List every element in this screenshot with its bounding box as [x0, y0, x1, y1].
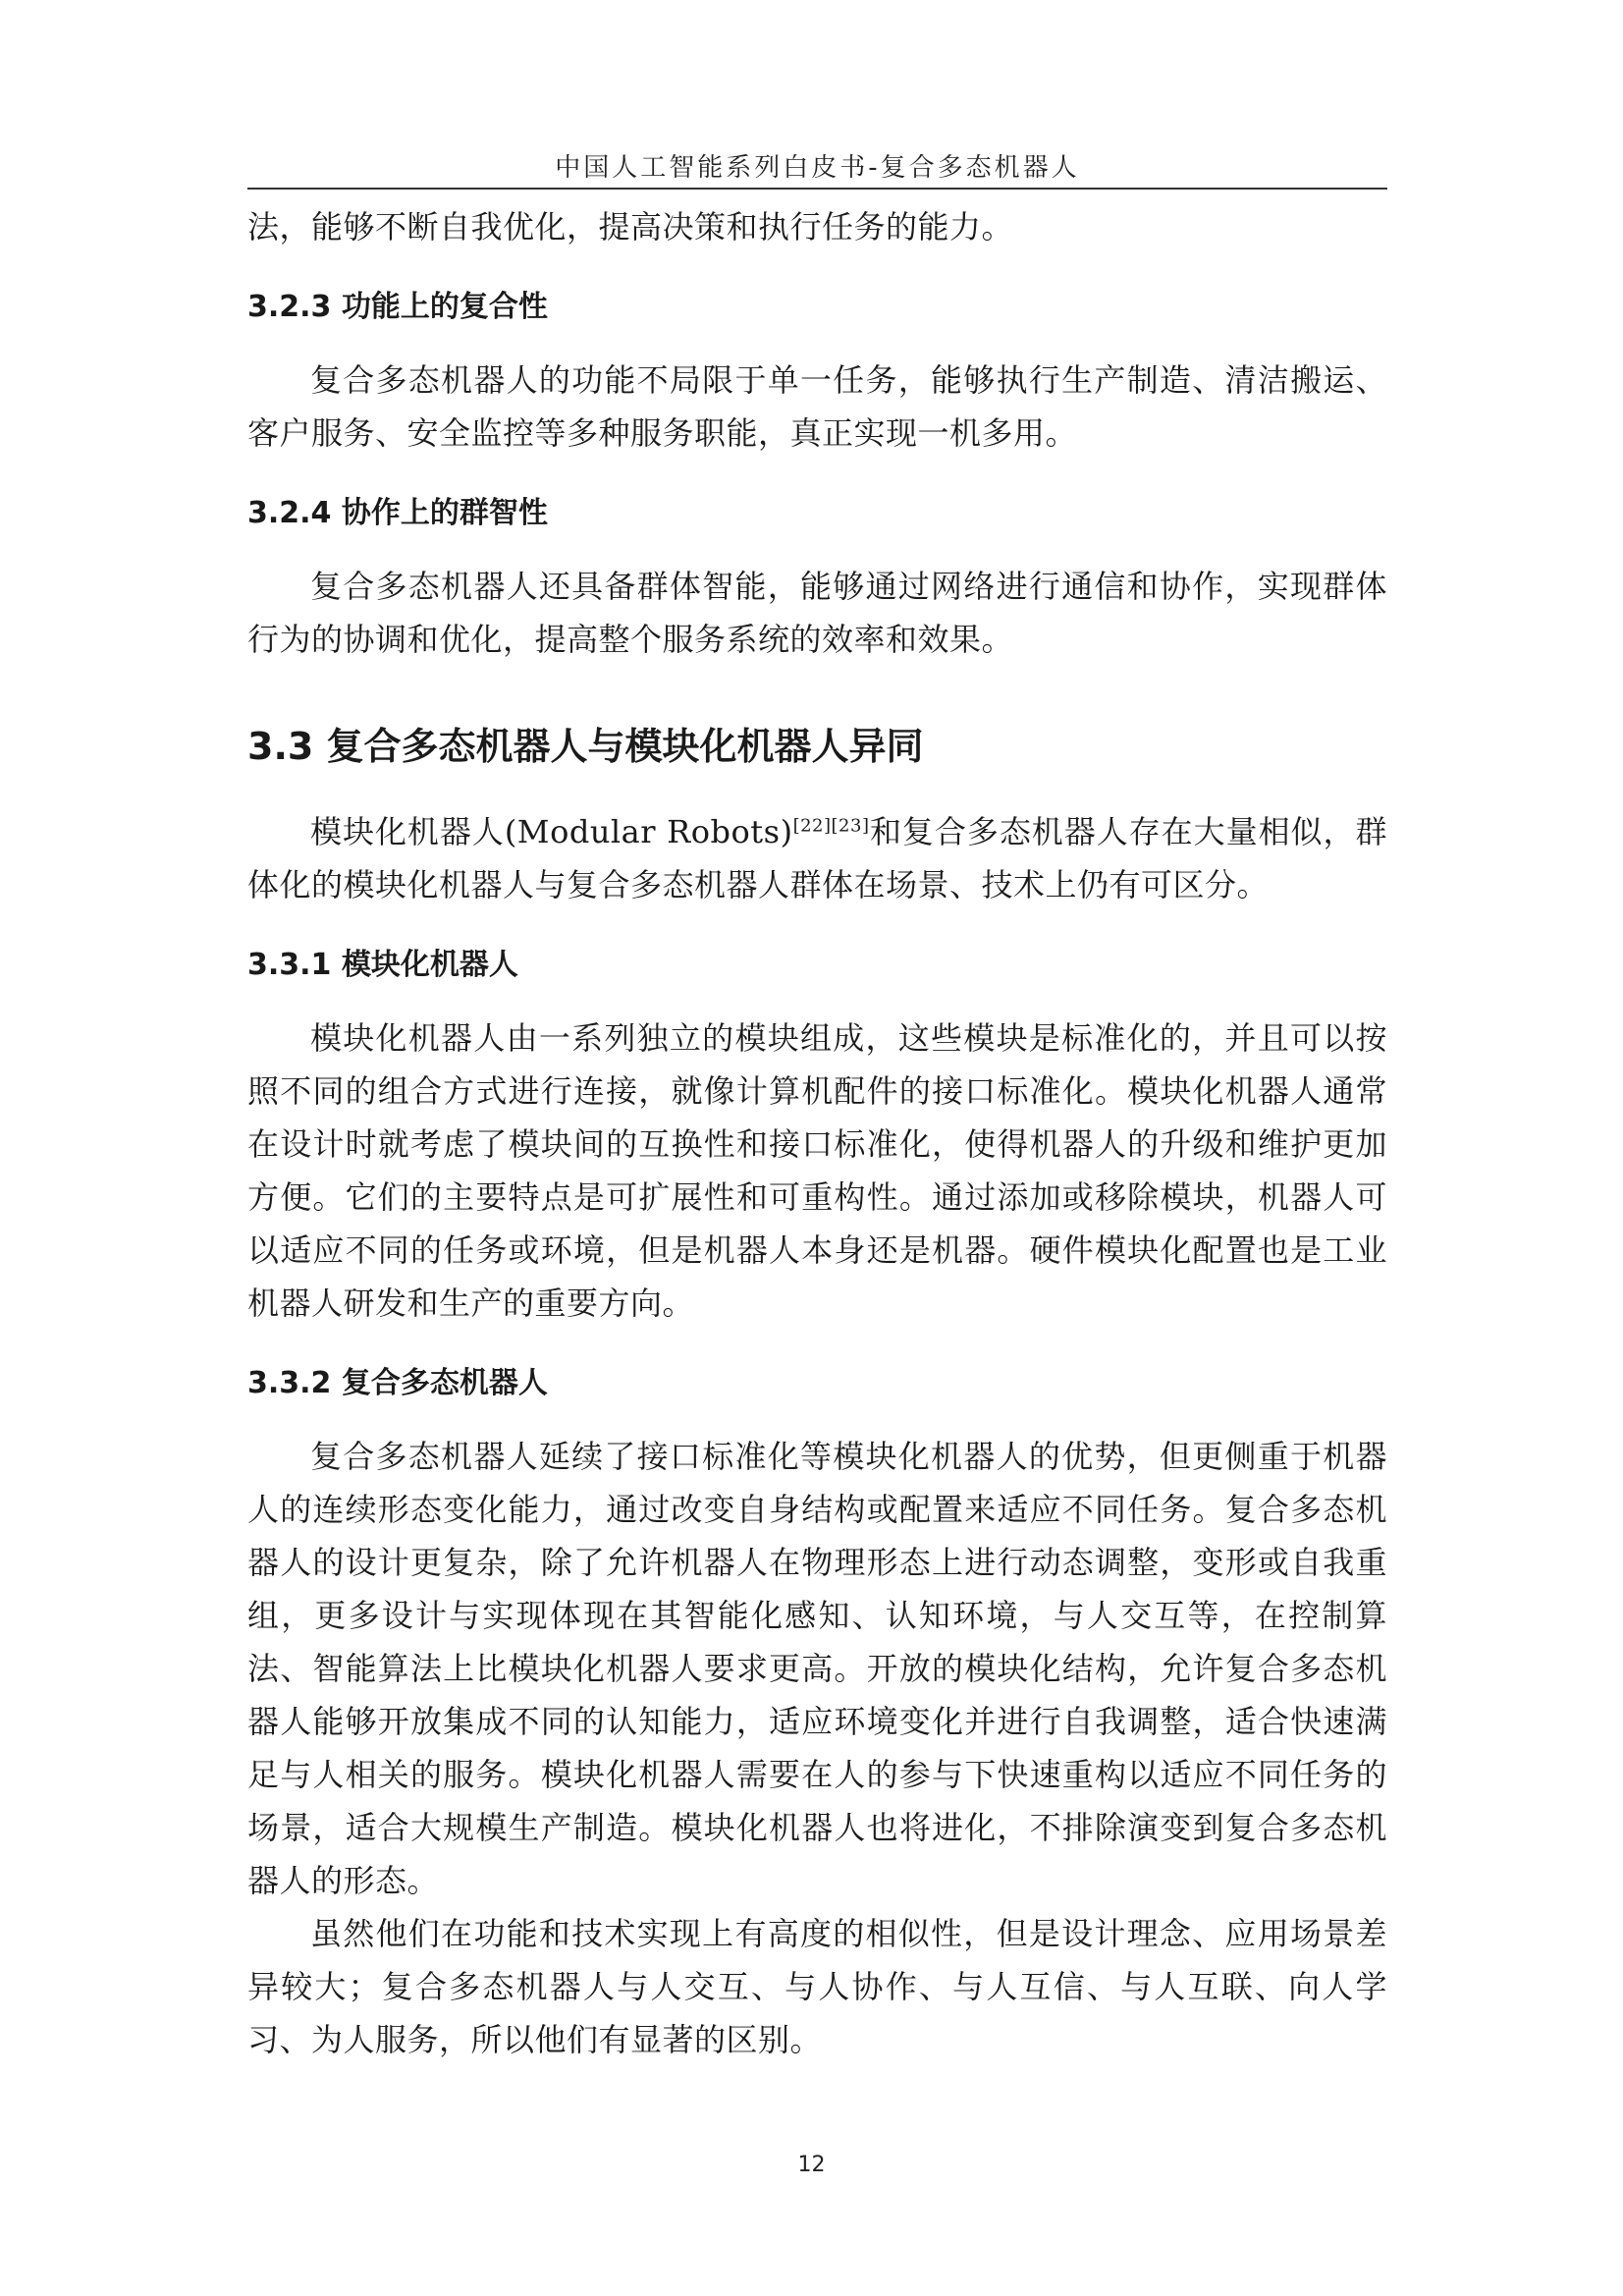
heading-3-2-3: 3.2.3 功能上的复合性 [247, 290, 548, 324]
page-body [247, 196, 1387, 2066]
paragraph-3-2-4: 复合多态机器人还具备群体智能，能够通过网络进行通信和协作，实现群体行为的协调和优化，提高整个服务系统的效率和效果。 [247, 568, 1387, 658]
heading-3-3-1: 3.3.1 模块化机器人 [247, 948, 518, 982]
paragraph-3-3-rest: 和复合多态机器人存在大量相似，群体化的模块化机器人与复合多态机器人群体在场景、技术上仍有可区分。 [247, 813, 1387, 903]
page-number: 12 [797, 2153, 826, 2177]
paragraph-3-3-lead: 模块化机器人(Modular Robots) [310, 813, 793, 850]
paragraph-3-2-3: 复合多态机器人的功能不局限于单一任务，能够执行生产制造、清洁搬运、客户服务、安全监控等多种服务职能，真正实现一机多用。 [247, 361, 1387, 452]
paragraph-3-3-1: 模块化机器人由一系列独立的模块组成，这些模块是标准化的，并且可以按照不同的组合方式进行连接，就像计算机配件的接口标准化。模块化机器人通常在设计时就考虑了模块间的互换性和接口标准化，使得机器人的升级和维护更加方便。它们的主要特点是可扩展性和可重构性。通过添加或移除模块，机器人可以适应不同的任务或环境，但是机器人本身还是机器。硬件模块化配置也是工业机器人研发和生产的重要方向。 [247, 1019, 1387, 1322]
heading-3-3: 3.3 复合多态机器人与模块化机器人异同 [247, 725, 924, 768]
running-header-title: 中国人工智能系列白皮书-复合多态机器人 [555, 153, 1080, 183]
paragraph-3-3-2: 复合多态机器人延续了接口标准化等模块化机器人的优势，但更侧重于机器人的连续形态变化能力，通过改变自身结构或配置来适应不同任务。复合多态机器人的设计更复杂，除了允许机器人在物理形态上进行动态调整，变形或自我重组，更多设计与实现体现在其智能化感知、认知环境，与人交互等，在控制算法、智能算法上比模块化机器人要求更高。开放的模块化结构，允许复合多态机器人能够开放集成不同的认知能力，适应环境变化并进行自我调整，适合快速满足与人相关的服务。模块化机器人需要在人的参与下快速重构以适应不同任务的场景，适合大规模生产制造。模块化机器人也将进化，不排除演变到复合多态机器人的形态。 [247, 1438, 1387, 1899]
paragraph-3-3 [247, 805, 1387, 911]
citation-ref-22: [22] [792, 815, 832, 837]
citation-ref-23: [23] [831, 815, 870, 837]
paragraph-final: 虽然他们在功能和技术实现上有高度的相似性，但是设计理念、应用场景差异较大；复合多态机器人与人交互、与人协作、与人互信、与人互联、向人学习、为人服务，所以他们有显著的区别。 [247, 1915, 1387, 2058]
header-rule [247, 188, 1387, 190]
heading-3-3-2: 3.3.2 复合多态机器人 [247, 1366, 548, 1400]
heading-3-2-4: 3.2.4 协作上的群智性 [247, 496, 548, 530]
paragraph-intro-continued: 法，能够不断自我优化，提高决策和执行任务的能力。 [247, 208, 1014, 246]
